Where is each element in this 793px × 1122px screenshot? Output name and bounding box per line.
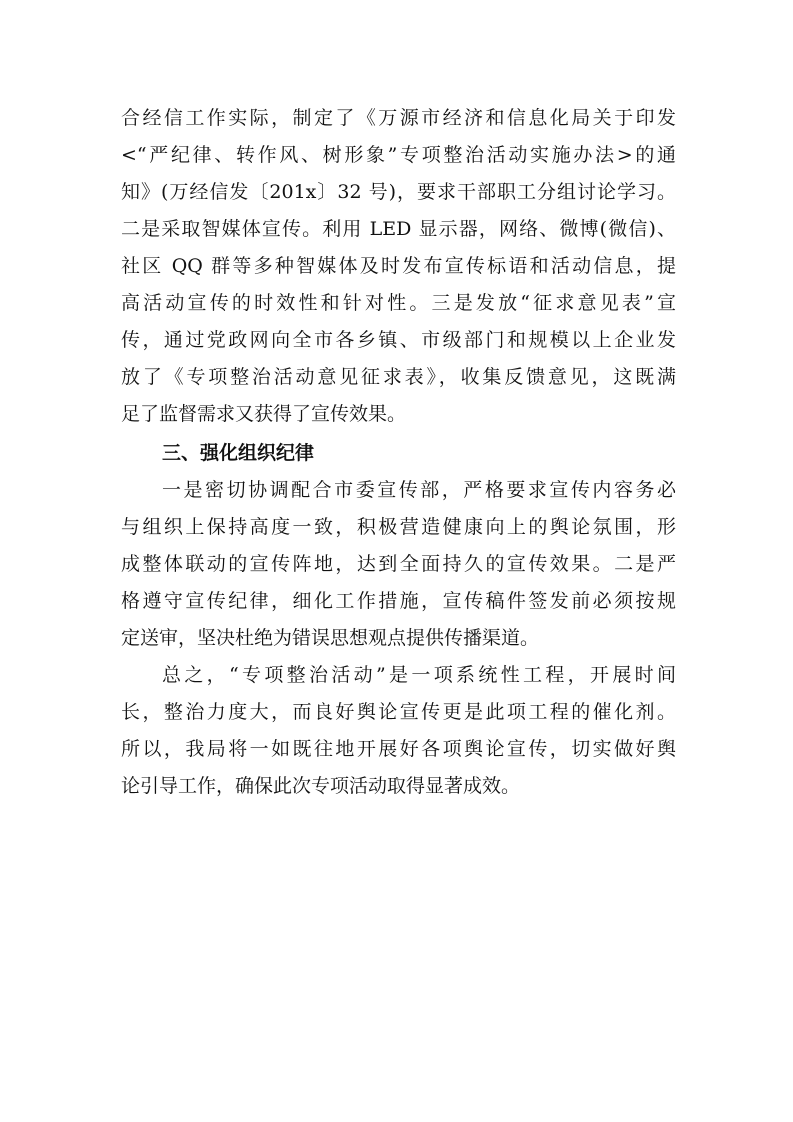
paragraph-line: 放了《专项整治活动意见征求表》，收集反馈意见，这既满	[121, 366, 676, 388]
paragraph-line: 格遵守宣传纪律，细化工作措施，宣传稿件签发前必须按规	[121, 590, 676, 612]
paragraph-line: 知》(万经信发〔201x〕32 号)，要求干部职工分组讨论学习。	[121, 181, 676, 203]
paragraph-line: 总之，“专项整治活动”是一项系统性工程，开展时间	[162, 664, 676, 686]
paragraph-line: 成整体联动的宣传阵地，达到全面持久的宣传效果。二是严	[121, 553, 676, 575]
paragraph-line: 所以，我局将一如既往地开展好各项舆论宣传，切实做好舆	[121, 738, 676, 760]
paragraph-line: 传，通过党政网向全市各乡镇、市级部门和规模以上企业发	[121, 329, 676, 351]
paragraph-line: 定送审，坚决杜绝为错误思想观点提供传播渠道。	[121, 627, 540, 649]
paragraph-line: 足了监督需求又获得了宣传效果。	[121, 403, 407, 425]
paragraph-line: 一是密切协调配合市委宣传部，严格要求宣传内容务必	[162, 479, 676, 501]
paragraph-line: 合经信工作实际，制定了《万源市经济和信息化局关于印发	[121, 107, 676, 129]
paragraph-line: <“严纪律、转作风、树形象”专项整治活动实施办法>的通	[121, 144, 676, 166]
paragraph-line: 长，整治力度大，而良好舆论宣传更是此项工程的催化剂。	[121, 701, 676, 723]
section-heading: 三、强化组织纪律	[162, 442, 315, 464]
paragraph-line: 社区 QQ 群等多种智媒体及时发布宣传标语和活动信息，提	[121, 255, 676, 277]
paragraph-line: 高活动宣传的时效性和针对性。三是发放“征求意见表”宣	[121, 292, 676, 314]
paragraph-line: 论引导工作，确保此次专项活动取得显著成效。	[121, 775, 521, 797]
paragraph-line: 二是采取智媒体宣传。利用 LED 显示器，网络、微博(微信)、	[121, 218, 676, 240]
paragraph-line: 与组织上保持高度一致，积极营造健康向上的舆论氛围，形	[121, 516, 676, 538]
